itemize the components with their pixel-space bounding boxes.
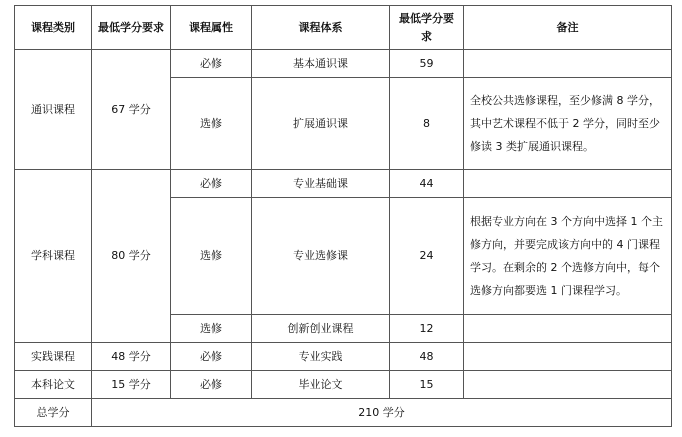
credit-cell: 15 <box>390 371 464 399</box>
note-cell <box>464 343 672 371</box>
attribute-cell: 选修 <box>171 198 252 315</box>
header-min-credit: 最低学分要求 <box>92 6 171 50</box>
category-cell: 通识课程 <box>15 50 92 170</box>
credit-cell: 12 <box>390 315 464 343</box>
system-cell: 扩展通识课 <box>252 78 390 170</box>
credit-cell: 59 <box>390 50 464 78</box>
total-label: 总学分 <box>15 399 92 427</box>
table-row <box>15 50 672 78</box>
credit-cell: 44 <box>390 170 464 198</box>
attribute-cell: 必修 <box>171 343 252 371</box>
category-cell: 本科论文 <box>15 371 92 399</box>
min-credit-cell: 48 学分 <box>92 343 171 371</box>
note-cell <box>464 170 672 198</box>
note-cell: 全校公共选修课程，至少修满 8 学分，其中艺术课程不低于 2 学分，同时至少修读 3 类扩展通识课程。 <box>464 78 672 170</box>
total-value: 210 学分 <box>92 399 672 427</box>
header-system: 课程体系 <box>252 6 390 50</box>
category-cell: 实践课程 <box>15 343 92 371</box>
note-cell <box>464 50 672 78</box>
attribute-cell: 选修 <box>171 315 252 343</box>
header-min-credit-2: 最低学分要求 <box>390 6 464 50</box>
note-cell <box>464 315 672 343</box>
min-credit-cell: 80 学分 <box>92 170 171 343</box>
category-cell: 学科课程 <box>15 170 92 343</box>
header-row <box>15 6 672 50</box>
system-cell: 基本通识课 <box>252 50 390 78</box>
min-credit-cell: 67 学分 <box>92 50 171 170</box>
credit-cell: 24 <box>390 198 464 315</box>
curriculum-credit-table <box>14 5 672 427</box>
note-cell: 根据专业方向在 3 个方向中选择 1 个主修方向，并要完成该方向中的 4 门课程学习。在剩余的 2 个选修方向中，每个选修方向都要选 1 门课程学习。 <box>464 198 672 315</box>
header-attribute: 课程属性 <box>171 6 252 50</box>
credit-cell: 48 <box>390 343 464 371</box>
system-cell: 毕业论文 <box>252 371 390 399</box>
total-row <box>15 399 672 427</box>
note-cell <box>464 371 672 399</box>
system-cell: 专业选修课 <box>252 198 390 315</box>
attribute-cell: 必修 <box>171 371 252 399</box>
system-cell: 创新创业课程 <box>252 315 390 343</box>
attribute-cell: 选修 <box>171 78 252 170</box>
table-row <box>15 170 672 198</box>
credit-cell: 8 <box>390 78 464 170</box>
attribute-cell: 必修 <box>171 170 252 198</box>
table-row <box>15 371 672 399</box>
header-category: 课程类别 <box>15 6 92 50</box>
table-row <box>15 343 672 371</box>
header-note: 备注 <box>464 6 672 50</box>
attribute-cell: 必修 <box>171 50 252 78</box>
system-cell: 专业实践 <box>252 343 390 371</box>
system-cell: 专业基础课 <box>252 170 390 198</box>
min-credit-cell: 15 学分 <box>92 371 171 399</box>
